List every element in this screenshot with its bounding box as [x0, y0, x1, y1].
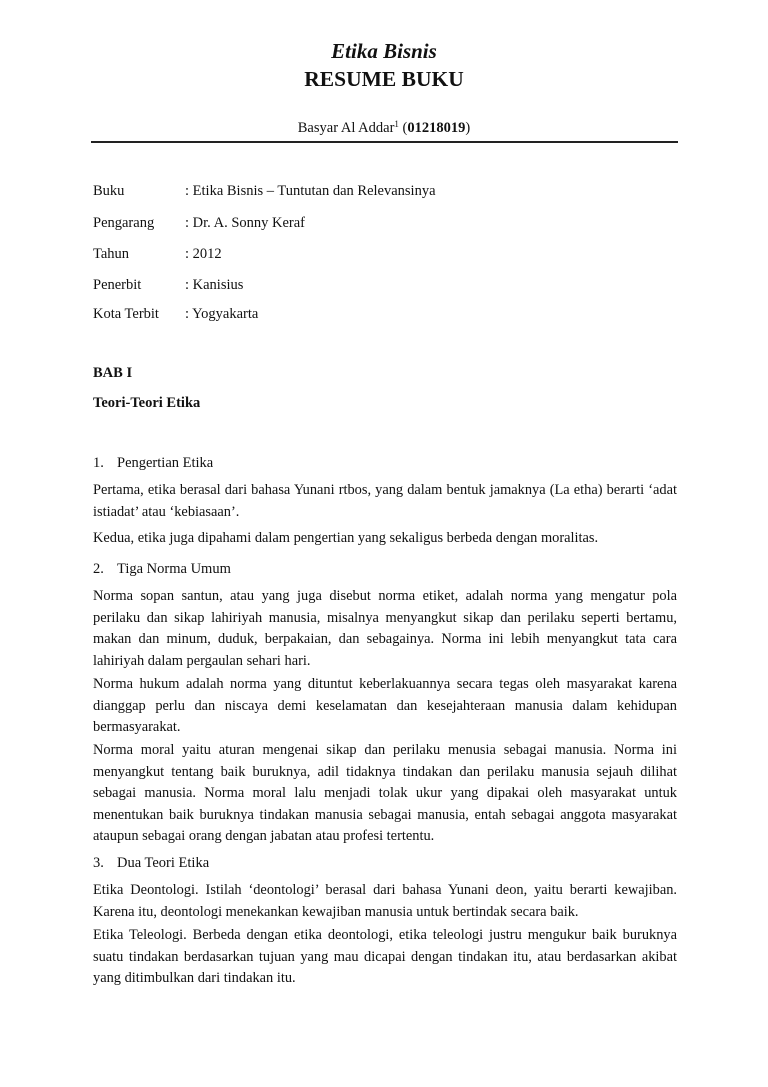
meta-value: : Dr. A. Sonny Keraf [185, 215, 306, 231]
chapter-title: Teori-Teori Etika [93, 395, 201, 411]
document-subtitle: RESUME BUKU [304, 67, 464, 91]
author-paren-open: ( [398, 120, 408, 136]
author-id: 01218019 [407, 120, 466, 136]
meta-key: Buku [93, 183, 125, 199]
paragraph: Etika Teleologi. Berbeda dengan etika deontologi, etika teleologi justru mengukur baik buruknya suatu tindakan berdasarkan tujuan yang mau dicapai dengan tindakan itu, atau berdasarkan akibat yang ditimbulkan dari tindakan itu. [93, 927, 677, 987]
meta-value: : Kanisius [185, 277, 244, 293]
document-title: Etika Bisnis [331, 39, 437, 63]
section-title: Pengertian Etika [117, 455, 214, 471]
section-title: Tiga Norma Umum [117, 561, 231, 577]
meta-value: : 2012 [185, 246, 222, 262]
meta-value: : Yogyakarta [185, 306, 259, 322]
author-paren-close: ) [465, 120, 471, 136]
meta-key: Tahun [93, 246, 130, 262]
section-heading-2 [93, 560, 231, 578]
section-title: Dua Teori Etika [117, 855, 210, 871]
paragraph: Pertama, etika berasal dari bahasa Yunani rtbos, yang dalam bentuk jamaknya (La etha) berarti ‘adat istiadat’ atau ‘kebiasaan’. [93, 482, 677, 520]
meta-value: : Etika Bisnis – Tuntutan dan Relevansinya [185, 183, 436, 199]
meta-key: Kota Terbit [93, 306, 159, 322]
section-heading-1 [93, 454, 213, 472]
paragraph: Norma moral yaitu aturan mengenai sikap dan perilaku menusia sebagai manusia. Norma ini menyangkut tentang baik buruknya, adil tidaknya tindakan dan perilaku manusia sejauh dilihat sebagai manusia. Norma moral lalu menjadi tolak ukur yang dipakai oleh masyarakat untuk menentukan baik buruknya tindakan manusia sebagai manusia, entah sebagai anggota masyarakat ataupun sebagai orang dengan jabatan atau profesi tertentu. [93, 742, 677, 845]
paragraph: Norma sopan santun, atau yang juga disebut norma etiket, adalah norma yang mengatur pola perilaku dan sikap lahiriyah manusia, misalnya menyangkut sikap dan perilaku seperti bertamu, makan dan minum, duduk, berpakaian, dan sebagainya. Norma ini lebih menyangkut tata cara lahiriyah dalam pergaulan sehari hari. [93, 588, 677, 669]
header-divider [91, 141, 678, 143]
meta-key: Pengarang [93, 215, 155, 231]
section-number: 3. [93, 855, 104, 871]
author-name: Basyar Al Addar [297, 120, 395, 136]
paragraph: Kedua, etika juga dipahami dalam pengertian yang sekaligus berbeda dengan moralitas. [93, 530, 599, 546]
section-number: 2. [93, 561, 104, 577]
section-heading-3 [93, 854, 209, 872]
author-line [0, 115, 768, 137]
author-footnote-mark: 1 [394, 119, 399, 129]
paragraph: Norma hukum adalah norma yang dituntut keberlakuannya secara tegas oleh masyarakat karena dianggap perlu dan niscaya demi keselamatan dan kesejahteraan manusia dalam kehidupan bermasyarakat. [93, 676, 677, 736]
chapter-label: BAB I [93, 365, 133, 381]
paragraph: Etika Deontologi. Istilah ‘deontologi’ berasal dari bahasa Yunani deon, yaitu berarti kewajiban. Karena itu, deontologi menekankan kewajiban manusia untuk bertindak secara baik. [93, 882, 677, 920]
meta-key: Penerbit [93, 277, 142, 293]
section-number: 1. [93, 455, 104, 471]
